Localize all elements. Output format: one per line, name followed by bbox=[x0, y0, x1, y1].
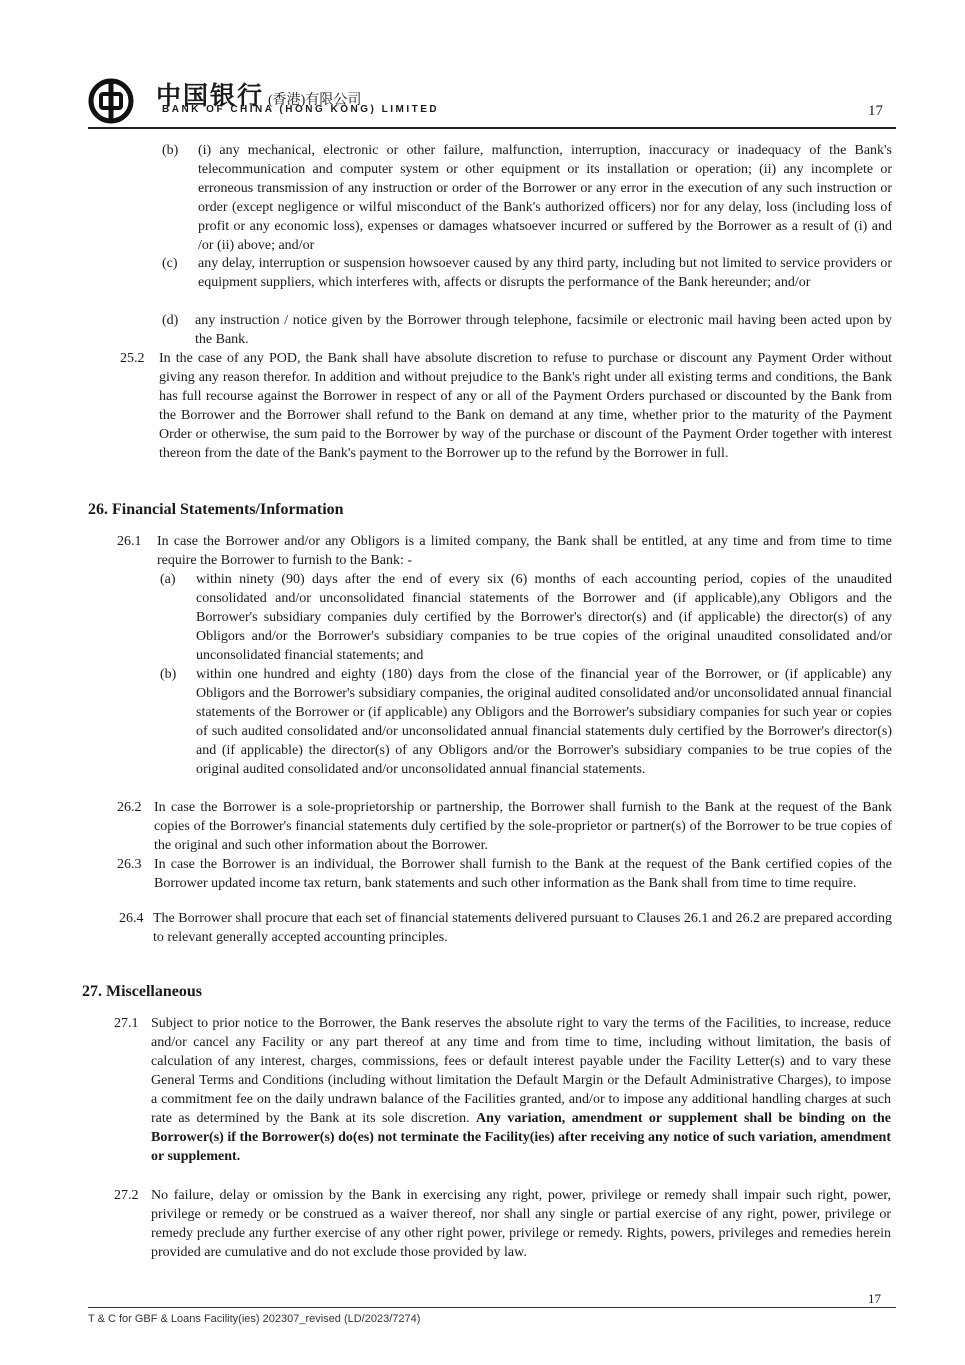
clause-26-4-number: 26.4 bbox=[119, 911, 144, 926]
brand-cn-suffix: (香港)有限公司 bbox=[268, 93, 362, 108]
clause-26-3-number: 26.3 bbox=[117, 857, 142, 872]
clause-26-2-text: In case the Borrower is a sole-proprietorship or partnership, the Borrower shall furnish to the Bank at the request of the Bank copies of the Borrower's financial statements duly certified by the sole-proprietor or partner(s) of the Borrower to be true copies of the original and such other information about the Borrower. bbox=[154, 800, 892, 853]
clause-27-1-number: 27.1 bbox=[114, 1016, 139, 1031]
clause-25-1-c-text: any delay, interruption or suspension howsoever caused by any third party, including but not limited to service providers or equipment suppliers, which interferes with, affects or disrupts the performance of the Bank hereunder; and/or bbox=[198, 256, 892, 290]
section-26-heading: 26. Financial Statements/Information bbox=[88, 501, 344, 518]
clause-25-1-b-label: (b) bbox=[162, 143, 179, 158]
page-number-top: 17 bbox=[868, 103, 883, 119]
clause-26-1-number: 26.1 bbox=[117, 534, 142, 549]
clause-25-1-c-label: (c) bbox=[162, 256, 178, 271]
footer-divider bbox=[88, 1307, 896, 1308]
header-divider bbox=[88, 127, 896, 129]
page-number-bottom: 17 bbox=[868, 1291, 881, 1306]
clause-26-1-b-text: within one hundred and eighty (180) days from the close of the financial year of the Borrower, or (if applicable) any Obligors and the Borrower's subsidiary companies, the original audited consolidated and/or unconsolidated annual financial statements of the Borrower or (if applicable) any Obligors and the Borrower's subsidiary companies for such year or copies of such audited consolidated and/or unconsolidated annual financial statements duly certified by the Borrower's director(s) and (if applicable) the director(s) of any Obligors and/or the Borrower's subsidiary companies to be true copies of the original audited consolidated and/or unconsolidated annual financial statements. bbox=[196, 667, 892, 777]
clause-26-1-a-label: (a) bbox=[160, 572, 176, 587]
clause-25-1-b-text: (i) any mechanical, electronic or other failure, malfunction, interruption, inaccuracy or inadequacy of the Bank's telecommunication and computer system or other equipment or its installation or operation; (ii) any incomplete or erroneous transmission of any instruction or order of the Borrower or any error in the execution of any such instruction or order (except negligence or wilful misconduct of the Bank's authorized officers) nor for any delay, loss (including loss of profit or any economic loss), expenses or damages whatsoever incurred or suffered by the Borrower as a result of (i) and /or (ii) above; and/or bbox=[198, 143, 892, 253]
clause-26-4-text: The Borrower shall procure that each set of financial statements delivered pursuant to Clauses 26.1 and 26.2 are prepared according to relevant generally accepted accounting principles. bbox=[153, 911, 892, 945]
bank-of-china-logo-icon bbox=[88, 78, 134, 124]
clause-26-1-a-text: within ninety (90) days after the end of every six (6) months of each accounting period, copies of the unaudited consolidated and/or unconsolidated financial statements of the Borrower and (if applicable),any Obligors and the Borrower's subsidiary companies duly certified by the Borrower's director(s) and (if applicable) the director(s) of any Obligors and/or the Borrower's subsidiary companies to be true copies of the original unaudited consolidated and/or unconsolidated financial statements; and bbox=[196, 572, 892, 663]
clause-27-1-bold-notice: Any variation, amendment or supplement shall be binding on the Borrower(s) if the Borrower(s) do(es) not terminate the Facility(ies) after receiving any notice of such variation, amendment or supplement. bbox=[151, 1111, 891, 1164]
clause-27-2-text: No failure, delay or omission by the Bank in exercising any right, power, privilege or remedy shall impair such right, power, privilege or remedy or be construed as a waiver thereof, nor shall any single or partial exercise of any right, power, privilege or remedy preclude any further exercise of any other right power, privilege or remedy. Rights, powers, privileges and remedies herein provided are cumulative and do not exclude those provided by law. bbox=[151, 1188, 891, 1260]
clause-26-1-text: In case the Borrower and/or any Obligors is a limited company, the Bank shall be entitled, at any time and from time to time require the Borrower to furnish to the Bank: - bbox=[157, 534, 892, 568]
footer-document-reference: T & C for GBF & Loans Facility(ies) 202307_revised (LD/2023/7274) bbox=[88, 1313, 421, 1325]
brand-name-english: BANK OF CHINA (HONG KONG) LIMITED bbox=[162, 104, 440, 115]
clause-26-1-b-label: (b) bbox=[160, 667, 177, 682]
clause-27-1-text bbox=[151, 1014, 891, 1166]
brand-cn-main: 中国银行 bbox=[156, 83, 265, 110]
clause-25-1-d-label: (d) bbox=[162, 313, 179, 328]
section-27-heading: 27. Miscellaneous bbox=[82, 983, 202, 1000]
clause-25-2-number: 25.2 bbox=[120, 351, 145, 366]
clause-25-1-d-text: any instruction / notice given by the Borrower through telephone, facsimile or electronic mail having been acted upon by the Bank. bbox=[195, 313, 892, 347]
clause-27-2-number: 27.2 bbox=[114, 1188, 139, 1203]
clause-25-2-text: In the case of any POD, the Bank shall have absolute discretion to refuse to purchase or discount any Payment Order without giving any reason therefor. In addition and without prejudice to the Bank's right under all existing terms and conditions, the Bank has full recourse against the Borrower in respect of any or all of the Payment Orders purchased or discounted by the Bank from the Borrower and the Borrower shall refund to the Bank on demand at any time, whether prior to the maturity of the Payment Order or otherwise, the sum paid to the Borrower by way of the purchase or discount of the Payment Order together with interest thereon from the date of the Bank's payment to the Borrower up to the refund by the Borrower in full. bbox=[159, 351, 892, 461]
clause-26-2-number: 26.2 bbox=[117, 800, 142, 815]
clause-26-3-text: In case the Borrower is an individual, the Borrower shall furnish to the Bank at the request of the Bank certified copies of the Borrower updated income tax return, bank statements and such other information as the Bank shall from time to time require. bbox=[154, 857, 892, 891]
clause-27-1-body: Subject to prior notice to the Borrower, the Bank reserves the absolute right to vary the terms of the Facilities, to increase, reduce and/or cancel any Facility or any part thereof at any time and from time to time, including without limitation, the basis of calculation of any interest, charges, commissions, fees or default interest payable under the Facility Letter(s) and to vary these General Terms and Conditions (including without limitation the Default Margin or the Default Administrative Charges), to impose a commitment fee on the daily undrawn balance of the Facilities granted, and/or to impose any additional handling charges at such rate as determined by the Bank at its sole discretion. bbox=[151, 1016, 891, 1126]
